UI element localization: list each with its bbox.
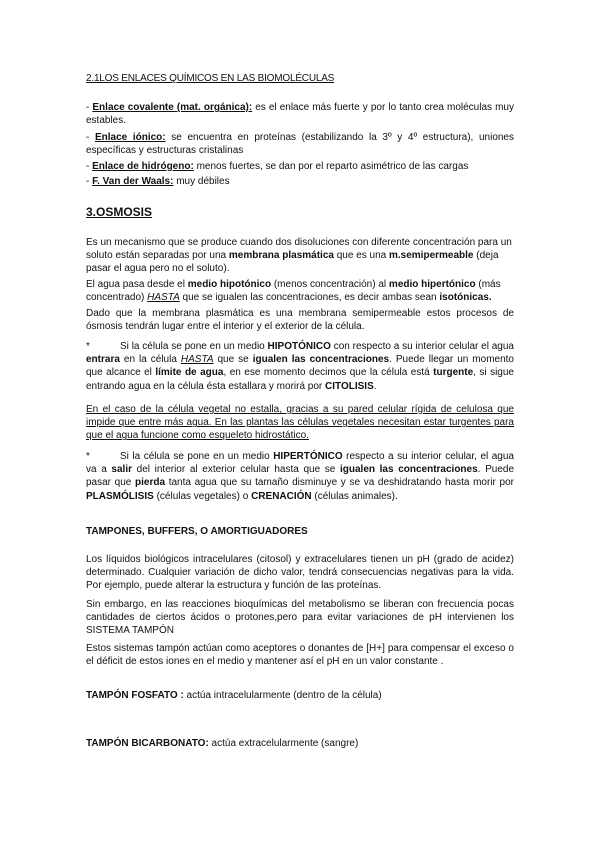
paragraph-hypotonic: * Si la célula se pone en un medio HIPOTÓNICO con respecto a su interior celular el agua entrara en la célula HASTA que se igualen las concentraciones. Puede llegar un momento que alcance el límite de agua, en ese momento decimos que la célula está turgente, si sigue entrando agua en la célula ésta estallara y morirá por CITOLISIS.: [86, 341, 514, 392]
paragraph-metabolism: Sin embargo, en las reacciones bioquímicas del metabolismo se liberan con frecuencia pocas cantidades de ciertos ácidos o protones,pero para evitar variaciones de pH intervienen los SISTEMA TAMPÓN: [86, 599, 514, 637]
buffer-phosphate: TAMPÓN FOSFATO : actúa intracelularmente (dentro de la célula): [86, 690, 382, 701]
paragraph-ph: Los líquidos biológicos intracelulares (citosol) y extracelulares tienen un pH (grado de acidez) determinado. Cualquier variación de dicho valor, tendrá consecuencias negativas para la vida. Por ejemplo, puede alterar la estructura y función de las proteínas.: [86, 554, 514, 592]
heading-buffers: TAMPONES, BUFFERS, O AMORTIGUADORES: [86, 526, 308, 537]
paragraph-membrane: Dado que la membrana plasmática es una membrana semipermeable estos procesos de ósmosis tendrán lugar entre el interior y el exterior de la célula.: [86, 308, 514, 333]
heading-osmosis: 3.OSMOSIS: [86, 205, 153, 219]
list-item: - F. Van der Waals: muy débiles: [86, 176, 230, 187]
paragraph-plant-cell: En el caso de la célula vegetal no estalla, gracias a su pared celular rígida de celulosa que impide que entre más agua. En las plantas las células vegetales necesitan estar turgentes para que el agua funcione como esqueleto hidrostático.: [86, 404, 514, 442]
list-item: - Enlace iónico: se encuentra en proteínas (estabilizando la 3º y 4º estructura), uniones específicas y estructuras cristalinas: [86, 132, 514, 157]
buffer-bicarbonate: TAMPÓN BICARBONATO: actúa extracelularmente (sangre): [86, 738, 359, 749]
paragraph-intro: Es un mecanismo que se produce cuando dos disoluciones con diferente concentración para un soluto están separadas por una membrana plasmática que es una m.semipermeable (deja pasar el agua pero no el soluto).: [86, 237, 512, 275]
paragraph-buffer-systems: Estos sistemas tampón actúan como aceptores o donantes de [H+] para compensar el exceso o el déficit de estos iones en el medio y mantener así el pH en un valor constante .: [86, 643, 514, 668]
heading-bonds: 2.1LOS ENLACES QUÍMICOS EN LAS BIOMOLÉCULAS: [86, 73, 335, 84]
list-item: - Enlace covalente (mat. orgánica): es el enlace más fuerte y por lo tanto crea moléculas muy estables.: [86, 102, 514, 127]
paragraph-water-flow: El agua pasa desde el medio hipotónico (menos concentración) al medio hipertónico (más concentrado) HASTA que se igualen las concentraciones, es decir ambas sean isotónicas.: [86, 279, 501, 304]
paragraph-hypertonic: * Si la célula se pone en un medio HIPERTÓNICO respecto a su interior celular, el agua va a salir del interior al exterior celular hasta que se igualen las concentraciones. Puede pasar que pierda tanta agua que su tamaño disminuye y se va deshidratando hasta morir por PLASMÓLISIS (células vegetales) o CRENACIÓN (células animales).: [86, 451, 515, 502]
list-item: - Enlace de hidrógeno: menos fuertes, se dan por el reparto asimétrico de las cargas: [86, 161, 469, 172]
